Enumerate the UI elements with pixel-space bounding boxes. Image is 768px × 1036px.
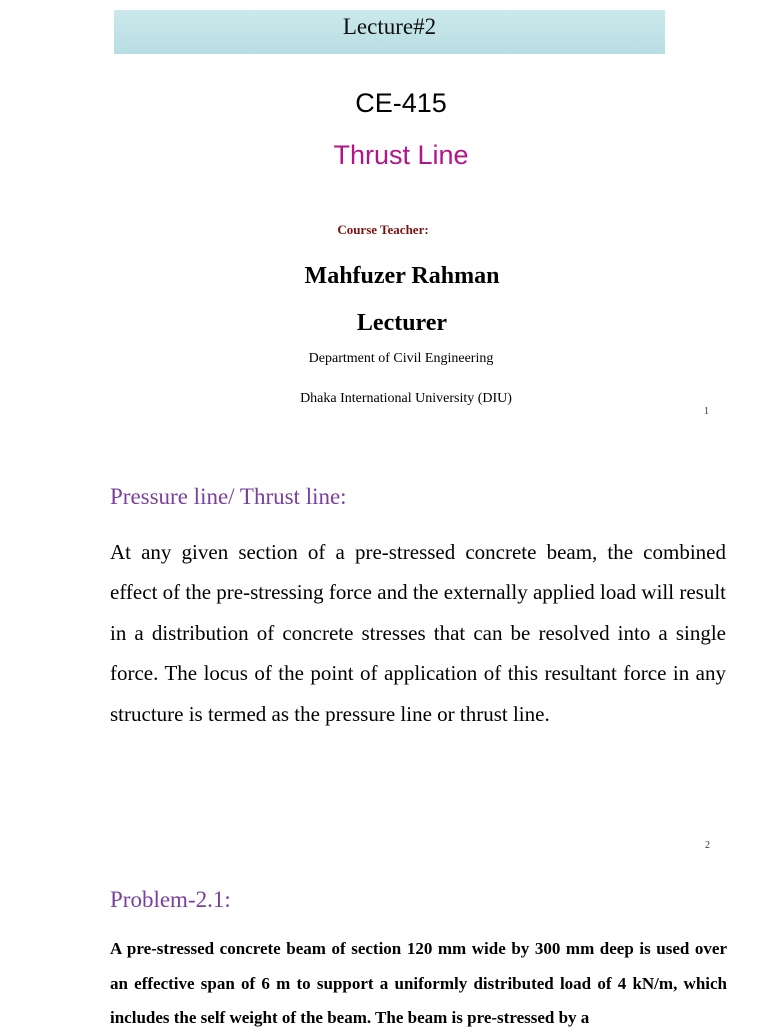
teacher-designation: Lecturer: [356, 310, 448, 336]
page-number-1: 1: [704, 406, 709, 417]
department-name: Department of Civil Engineering: [308, 351, 494, 366]
course-teacher-label: Course Teacher:: [337, 222, 429, 237]
page-number-2: 2: [705, 840, 710, 851]
pressure-line-heading: Pressure line/ Thrust line:: [110, 484, 347, 509]
lecture-title: Lecture#2: [342, 14, 437, 39]
problem-statement: A pre-stressed concrete beam of section 120 mm wide by 300 mm deep is used over an effective span of 6 m to support a uniformly distributed load of 4 kN/m, which includes the self weight of the beam. The beam is pre-stressed by a: [110, 939, 727, 1028]
university-name: Dhaka International University (DIU): [300, 391, 512, 406]
course-code: CE-415: [355, 88, 447, 118]
lecture-banner: [114, 10, 665, 54]
topic-title: Thrust Line: [333, 140, 469, 170]
problem-heading: Problem-2.1:: [110, 887, 231, 912]
teacher-name: Mahfuzer Rahman: [304, 263, 500, 289]
pressure-line-definition: At any given section of a pre-stressed concrete beam, the combined effect of the pre-stressing force and the externally applied load will result in a distribution of concrete stresses that can be resolved into a single force. The locus of the point of application of this resultant force in any structure is termed as the pressure line or thrust line.: [110, 540, 726, 726]
